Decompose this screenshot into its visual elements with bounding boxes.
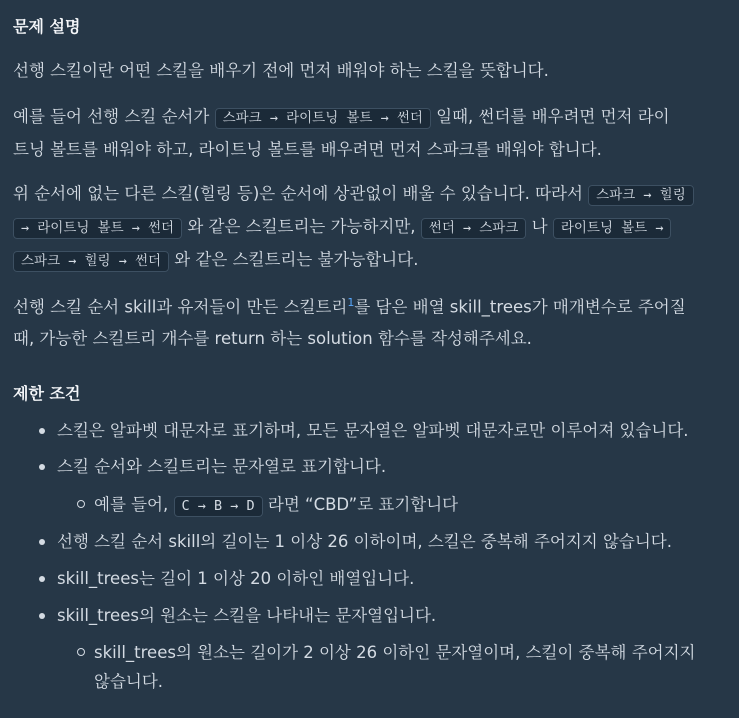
code-skill-order: 스파크 → 라이트닝 볼트 → 썬더 — [215, 108, 431, 129]
paragraph-example: 예를 들어 선행 스킬 순서가 스파크 → 라이트닝 볼트 → 썬더 일때, 썬더를 배우려면 먼저 라이 트닝 볼트를 배워야 하고, 라이트닝 볼트를 배우려면 먼저 스파크를 배워야 합니다. — [13, 107, 670, 159]
sub-list-item: 예를 들어, C → B → D 라면 “CBD”로 표기합니다 — [94, 490, 719, 521]
list-item: skill_trees는 길이 1 이상 20 이하인 배열입니다. — [57, 564, 719, 593]
code-valid-tree-part1: 스파크 → 힐링 — [588, 185, 694, 206]
paragraph-definition: 선행 스킬이란 어떤 스킬을 배우기 전에 먼저 배워야 하는 스킬을 뜻합니다. — [13, 61, 549, 80]
paragraph-task: 선행 스킬 순서 skill과 유저들이 만든 스킬트리$^1$를 담은 배열 skill_trees가 매개변수로 주어질 때, 가능한 스킬트리 개수를 return 하는 solution 함수를 작성해주세요. — [13, 296, 686, 348]
footnote-ref[interactable]: 1 — [347, 296, 355, 309]
section-title-description: 문제 설명 — [13, 17, 81, 36]
paragraph-rules: 위 순서에 없는 다른 스킬(힐링 등)은 순서에 상관없이 배울 수 있습니다. 따라서 스파크 → 힐링 → 라이트닝 볼트 → 썬더 와 같은 스킬트리는 가능하지만, 썬더 → 스파크 나 라이트닝 볼트 → 스파크 → 힐링 → 썬더 와 같은 스킬트리는 불가능합니다. — [13, 178, 721, 277]
sub-list-item: skill_trees의 원소는 길이가 2 이상 26 이하인 문자열이며, 스킬이 중복해 주어지지 않습니다. — [94, 638, 719, 696]
code-invalid-tree-2-part2: 스파크 → 힐링 → 썬더 — [13, 251, 169, 272]
code-invalid-tree-1: 썬더 → 스파크 — [421, 218, 527, 239]
list-item: 스킬 순서와 스킬트리는 문자열로 표기합니다. — [57, 452, 719, 481]
code-valid-tree-part2: → 라이트닝 볼트 → 썬더 — [13, 218, 182, 239]
list-item: 스킬은 알파벳 대문자로 표기하며, 모든 문자열은 알파벳 대문자로만 이루어져 있습니다. — [57, 416, 719, 445]
list-item: skill_trees의 원소는 스킬을 나타내는 문자열입니다. — [57, 601, 719, 630]
section-title-constraints: 제한 조건 — [13, 384, 81, 403]
list-item: 선행 스킬 순서 skill의 길이는 1 이상 26 이하이며, 스킬은 중복해 주어지지 않습니다. — [57, 527, 719, 556]
code-invalid-tree-2-part1: 라이트닝 볼트 → — [553, 218, 672, 239]
code-example-order: C → B → D — [174, 496, 263, 517]
